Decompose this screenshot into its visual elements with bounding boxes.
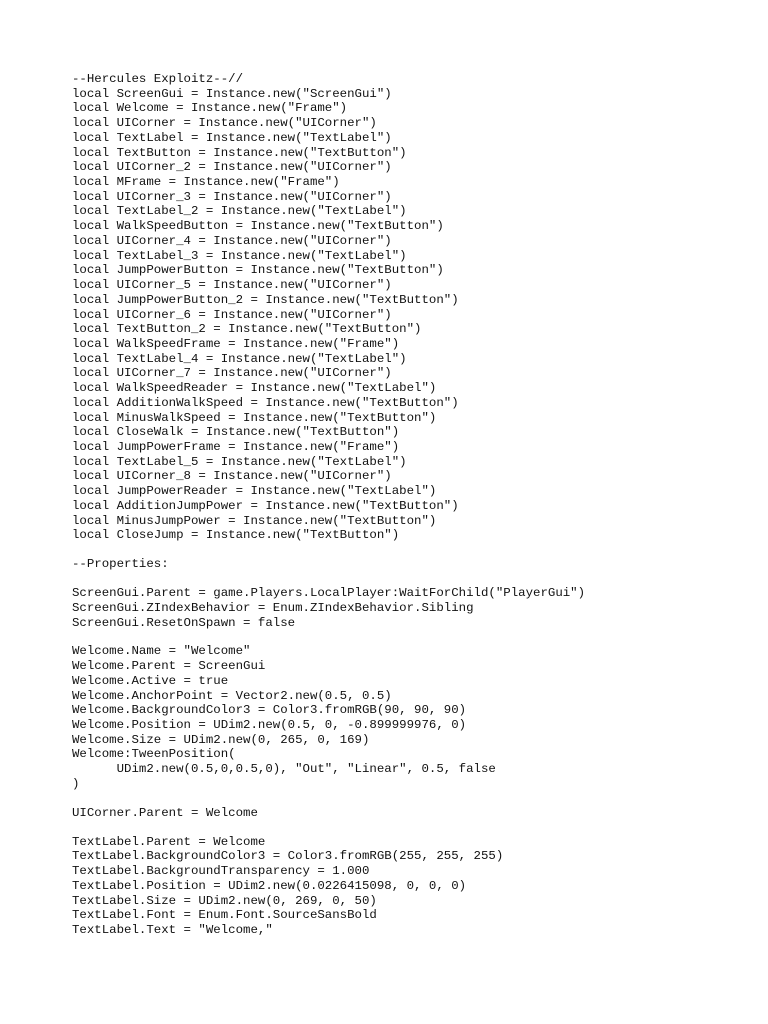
code-line: TextLabel.Parent = Welcome bbox=[72, 834, 266, 849]
code-line: local CloseWalk = Instance.new("TextButton") bbox=[72, 425, 400, 440]
code-line: TextLabel.Font = Enum.Font.SourceSansBold bbox=[72, 908, 377, 923]
code-line: local JumpPowerButton = Instance.new("TextButton") bbox=[72, 263, 444, 278]
code-line: ) bbox=[72, 776, 80, 791]
code-line: TextLabel.Size = UDim2.new(0, 269, 0, 50) bbox=[72, 893, 377, 908]
code-block bbox=[72, 72, 732, 938]
blank-line bbox=[72, 543, 732, 557]
code-line: --Hercules Exploitz--// bbox=[72, 72, 244, 86]
code-line: Welcome.Active = true bbox=[72, 673, 229, 688]
blank-line bbox=[72, 572, 732, 586]
code-line: Welcome.Size = UDim2.new(0, 265, 0, 169) bbox=[72, 732, 370, 747]
code-line: local Welcome = Instance.new("Frame") bbox=[72, 101, 348, 116]
code-line: local TextLabel = Instance.new("TextLabel") bbox=[72, 130, 392, 145]
code-line: ScreenGui.Parent = game.Players.LocalPlayer:WaitForChild("PlayerGui") bbox=[72, 586, 586, 601]
code-line: local MinusJumpPower = Instance.new("TextButton") bbox=[72, 513, 437, 528]
code-line: local MFrame = Instance.new("Frame") bbox=[72, 175, 340, 190]
code-line: local TextLabel_2 = Instance.new("TextLabel") bbox=[72, 204, 407, 219]
code-line: local UICorner_3 = Instance.new("UICorner") bbox=[72, 189, 392, 204]
code-line: local AdditionWalkSpeed = Instance.new("TextButton") bbox=[72, 395, 459, 410]
code-line: local TextLabel_4 = Instance.new("TextLabel") bbox=[72, 351, 407, 366]
code-line: Welcome.BackgroundColor3 = Color3.fromRGB(90, 90, 90) bbox=[72, 703, 467, 718]
code-line: Welcome.Parent = ScreenGui bbox=[72, 659, 266, 674]
code-line: local TextLabel_3 = Instance.new("TextLabel") bbox=[72, 248, 407, 263]
code-line: Welcome:TweenPosition( bbox=[72, 747, 236, 762]
code-line: Welcome.Position = UDim2.new(0.5, 0, -0.899999976, 0) bbox=[72, 718, 467, 733]
code-line: Welcome.AnchorPoint = Vector2.new(0.5, 0.5) bbox=[72, 688, 392, 703]
code-line: local WalkSpeedButton = Instance.new("TextButton") bbox=[72, 219, 444, 234]
code-line: local UICorner = Instance.new("UICorner") bbox=[72, 116, 377, 131]
code-line: local UICorner_4 = Instance.new("UICorner") bbox=[72, 233, 392, 248]
code-line: local ScreenGui = Instance.new("ScreenGui") bbox=[72, 86, 392, 101]
blank-line bbox=[72, 630, 732, 644]
code-line: local AdditionJumpPower = Instance.new("TextButton") bbox=[72, 498, 459, 513]
code-line: local UICorner_8 = Instance.new("UICorner") bbox=[72, 469, 392, 484]
code-line: local JumpPowerReader = Instance.new("TextLabel") bbox=[72, 484, 437, 499]
code-line: local UICorner_6 = Instance.new("UICorner") bbox=[72, 307, 392, 322]
code-line: local WalkSpeedFrame = Instance.new("Frame") bbox=[72, 336, 400, 351]
code-line: UDim2.new(0.5,0,0.5,0), "Out", "Linear", 0.5, false bbox=[72, 762, 496, 777]
code-line: --Properties: bbox=[72, 557, 169, 572]
code-line: local UICorner_5 = Instance.new("UICorner") bbox=[72, 278, 392, 293]
code-line: local WalkSpeedReader = Instance.new("TextLabel") bbox=[72, 381, 437, 396]
code-line: local TextButton_2 = Instance.new("TextButton") bbox=[72, 322, 422, 337]
blank-line bbox=[72, 821, 732, 835]
code-line: ScreenGui.ResetOnSpawn = false bbox=[72, 615, 296, 630]
code-line: local UICorner_7 = Instance.new("UICorner") bbox=[72, 366, 392, 381]
code-line: local JumpPowerFrame = Instance.new("Frame") bbox=[72, 439, 400, 454]
blank-line bbox=[72, 792, 732, 806]
code-line: TextLabel.BackgroundTransparency = 1.000 bbox=[72, 864, 370, 879]
code-line: local TextButton = Instance.new("TextButton") bbox=[72, 145, 407, 160]
code-line: UICorner.Parent = Welcome bbox=[72, 805, 258, 820]
code-line: TextLabel.Position = UDim2.new(0.0226415098, 0, 0, 0) bbox=[72, 878, 467, 893]
code-line: ScreenGui.ZIndexBehavior = Enum.ZIndexBehavior.Sibling bbox=[72, 600, 474, 615]
code-line: TextLabel.BackgroundColor3 = Color3.fromRGB(255, 255, 255) bbox=[72, 849, 504, 864]
code-line: local TextLabel_5 = Instance.new("TextLabel") bbox=[72, 454, 407, 469]
code-line: local MinusWalkSpeed = Instance.new("TextButton") bbox=[72, 410, 437, 425]
code-line: local JumpPowerButton_2 = Instance.new("TextButton") bbox=[72, 292, 459, 307]
code-line: local UICorner_2 = Instance.new("UICorner") bbox=[72, 160, 392, 175]
code-line: local CloseJump = Instance.new("TextButton") bbox=[72, 528, 400, 543]
code-line: TextLabel.Text = "Welcome," bbox=[72, 923, 273, 938]
code-line: Welcome.Name = "Welcome" bbox=[72, 644, 251, 659]
